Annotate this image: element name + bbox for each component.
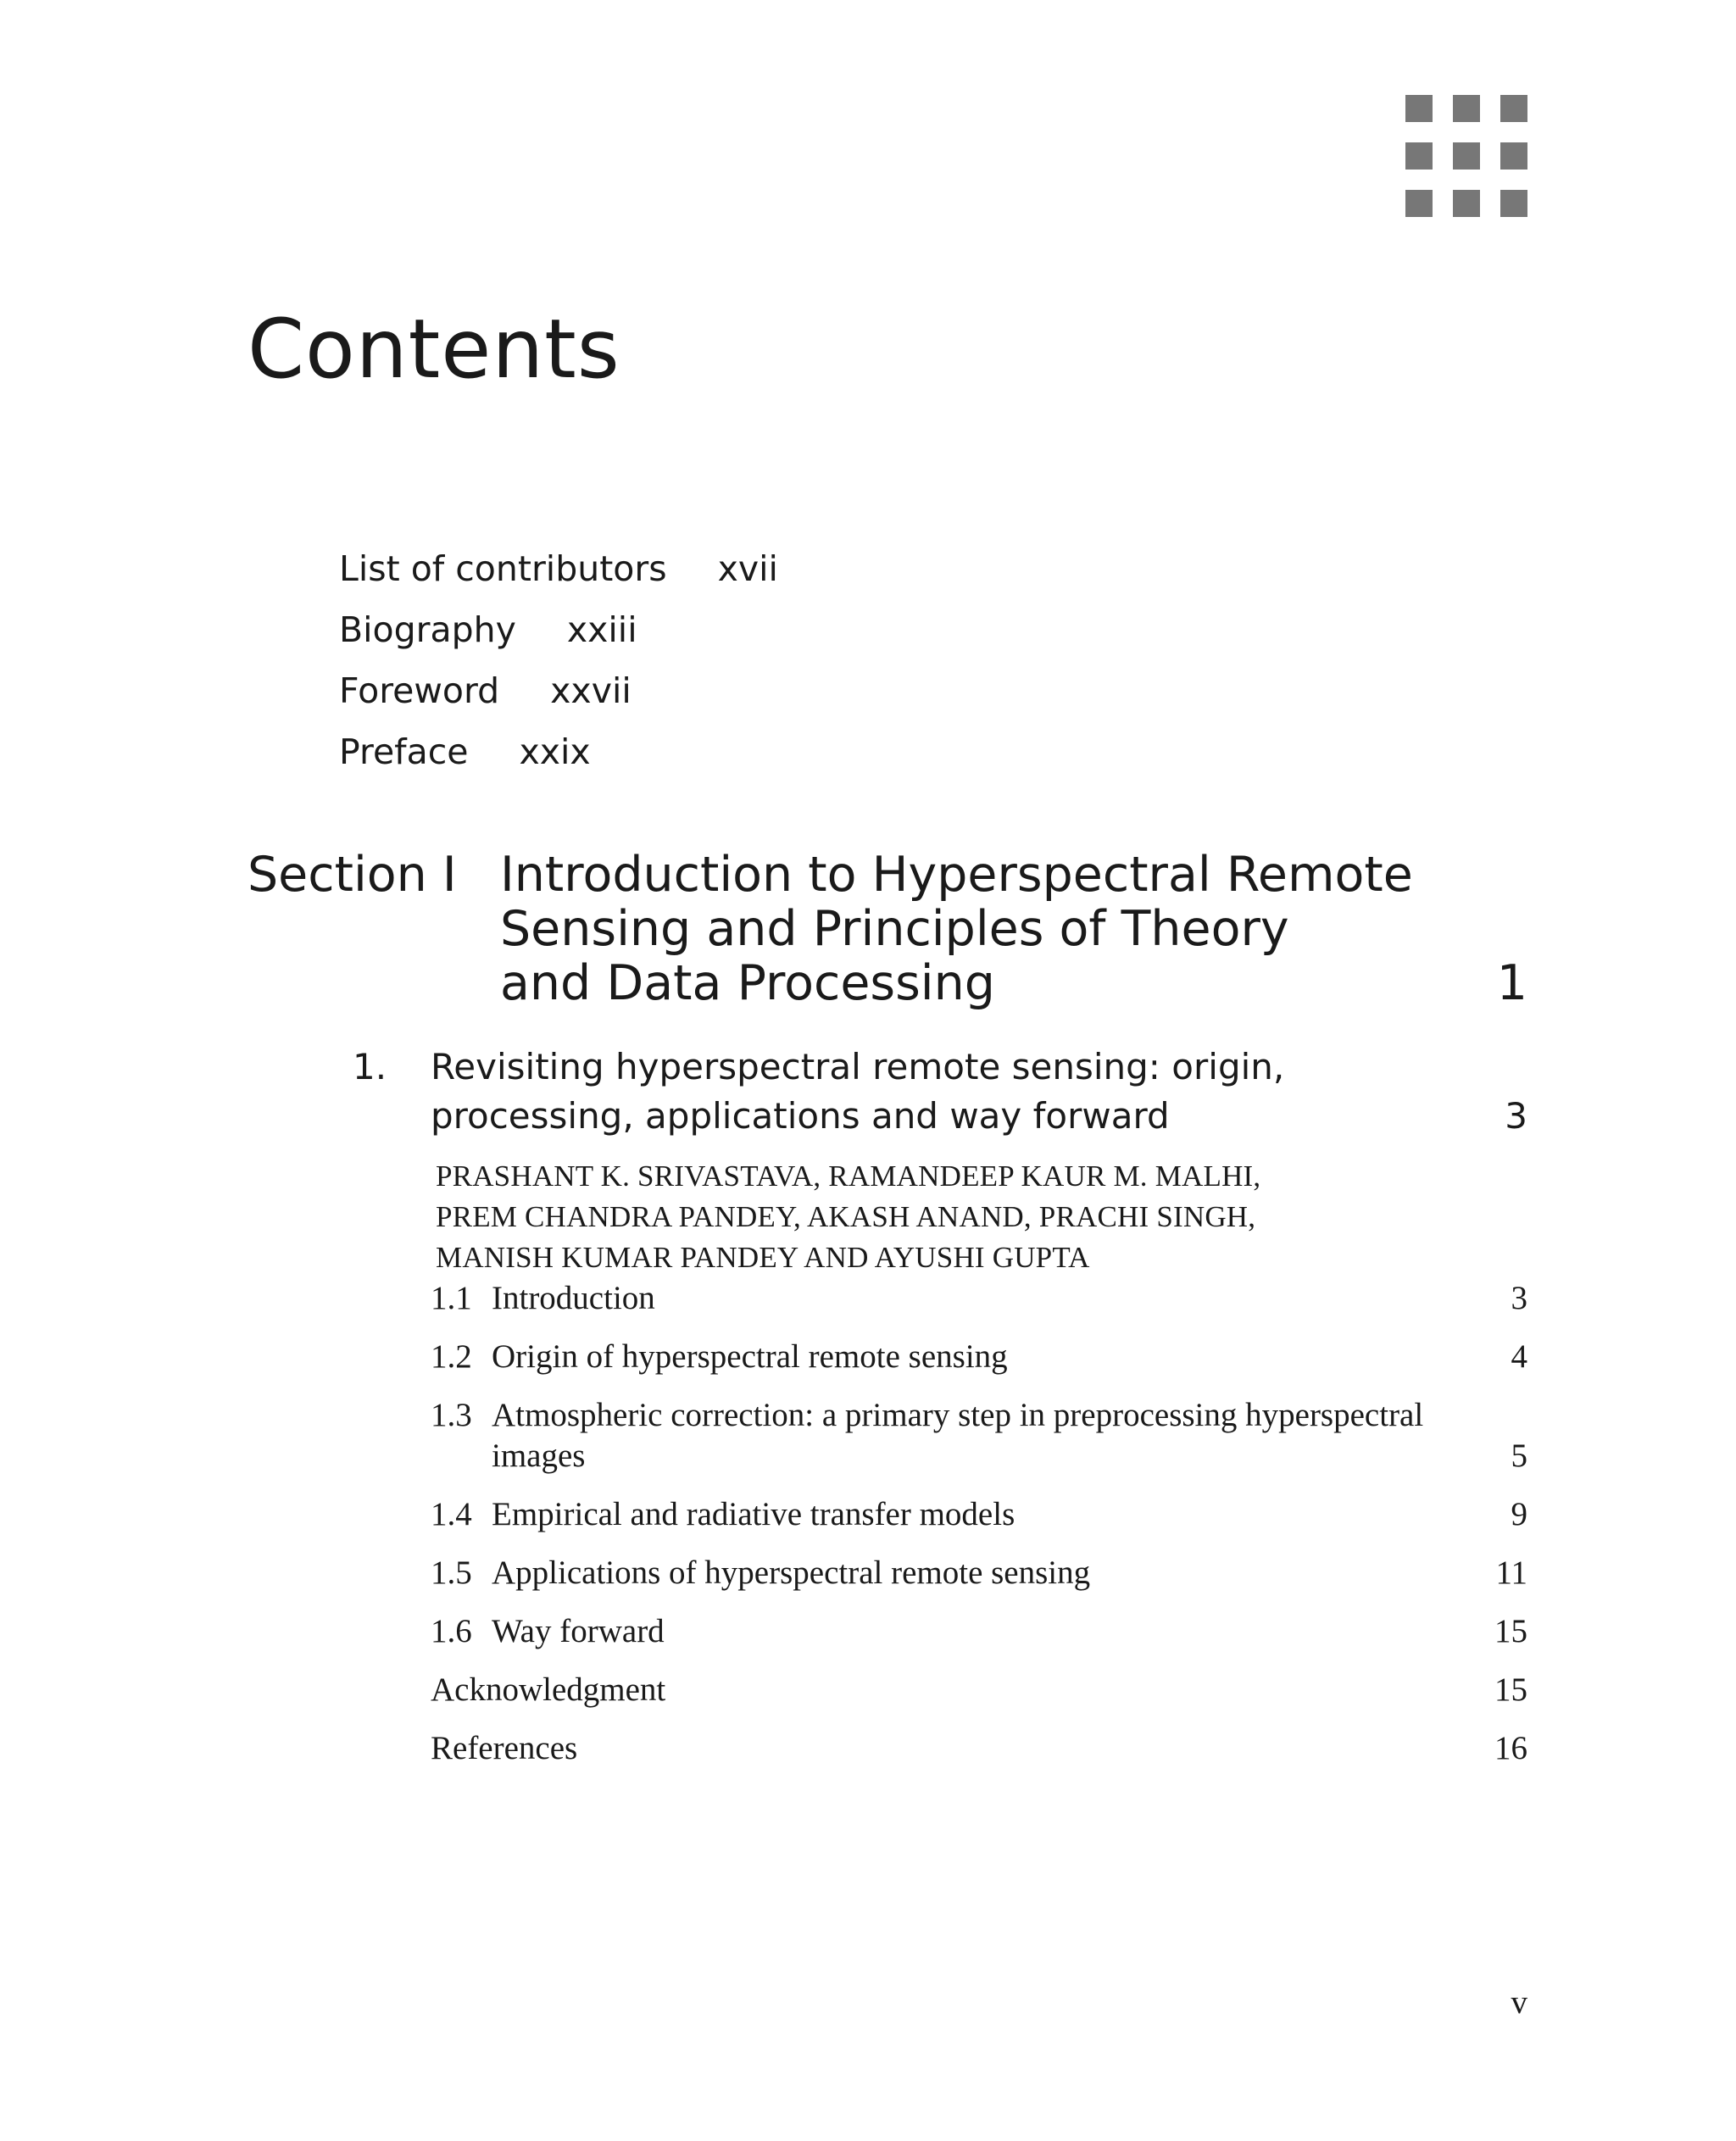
toc-entry-title: Way forward — [492, 1613, 665, 1649]
toc-entry-page: 15 — [1494, 1671, 1527, 1708]
toc-entry-page: 11 — [1495, 1554, 1527, 1591]
front-matter-label: Preface — [339, 731, 469, 772]
authors-line: PRASHANT K. SRIVASTAVA, RAMANDEEP KAUR M. MALHI, — [436, 1159, 1261, 1193]
toc-entry[interactable] — [431, 1337, 1527, 1377]
toc-entry-title: Applications of hyperspectral remote sensing — [492, 1554, 1091, 1591]
chapter-page: 3 — [1505, 1095, 1527, 1137]
front-matter-label: Foreword — [339, 670, 500, 711]
front-matter-item[interactable] — [339, 608, 778, 669]
front-matter-page: xxix — [519, 731, 591, 772]
toc-entry[interactable] — [431, 1395, 1527, 1476]
toc-entry[interactable] — [431, 1494, 1527, 1535]
toc-entry-page: 3 — [1511, 1280, 1527, 1316]
front-matter-page: xvii — [717, 548, 778, 589]
toc-entry-title: Origin of hyperspectral remote sensing — [492, 1338, 1008, 1375]
page-title: Contents — [248, 302, 620, 398]
toc-entry-page: 16 — [1494, 1730, 1527, 1766]
chapter-title-line: Revisiting hyperspectral remote sensing: origin, — [431, 1046, 1285, 1087]
section-title-line: and Data Processing — [500, 955, 995, 1011]
toc-entry-title: Empirical and radiative transfer models — [492, 1496, 1015, 1532]
grid-square — [1500, 95, 1527, 122]
front-matter-page: xxiii — [566, 609, 637, 650]
authors-line: MANISH KUMAR PANDEY AND AYUSHI GUPTA — [436, 1241, 1090, 1274]
toc-entry[interactable] — [431, 1670, 1527, 1710]
chapter-title-line: processing, applications and way forward — [431, 1095, 1170, 1137]
front-matter-item[interactable] — [339, 547, 778, 608]
toc-entry-page: 15 — [1494, 1613, 1527, 1649]
front-matter-item[interactable] — [339, 730, 778, 791]
toc-entry-page: 4 — [1511, 1338, 1527, 1375]
grid-square — [1405, 142, 1433, 170]
subsection-list — [431, 1278, 1527, 1787]
toc-entry-number: 1.4 — [431, 1496, 472, 1532]
toc-entry-title: Atmospheric correction: a primary step in preprocessing hyperspectral images — [492, 1397, 1424, 1474]
toc-entry-title: References — [431, 1730, 578, 1766]
grid-square — [1500, 190, 1527, 217]
section-title-line: Sensing and Principles of Theory — [500, 901, 1289, 957]
toc-entry-number: 1.6 — [431, 1613, 472, 1649]
toc-entry-number: 1.5 — [431, 1554, 472, 1591]
toc-entry-title: Acknowledgment — [431, 1671, 666, 1708]
toc-entry[interactable] — [431, 1611, 1527, 1652]
authors-line: PREM CHANDRA PANDEY, AKASH ANAND, PRACHI SINGH, — [436, 1200, 1256, 1233]
toc-entry-page: 5 — [1511, 1438, 1527, 1474]
section-label: Section I — [248, 847, 457, 903]
grid-square — [1405, 190, 1433, 217]
toc-entry-number: 1.3 — [431, 1397, 472, 1433]
page-number: v — [1511, 1984, 1527, 2021]
front-matter-label: List of contributors — [339, 548, 667, 589]
grid-square — [1453, 190, 1480, 217]
grid-ornament-icon — [1405, 95, 1527, 217]
grid-square — [1453, 95, 1480, 122]
toc-entry[interactable] — [431, 1278, 1527, 1319]
section-title-line: Introduction to Hyperspectral Remote — [500, 847, 1413, 903]
chapter-number: 1. — [353, 1046, 387, 1087]
grid-square — [1500, 142, 1527, 170]
front-matter-page: xxvii — [550, 670, 632, 711]
toc-entry[interactable] — [431, 1553, 1527, 1593]
grid-square — [1405, 95, 1433, 122]
toc-entry-number: 1.1 — [431, 1280, 472, 1316]
chapter-title — [431, 1043, 1284, 1141]
chapter-authors — [436, 1156, 1260, 1278]
section-title — [500, 848, 1413, 1010]
front-matter-list — [339, 547, 778, 791]
front-matter-item[interactable] — [339, 669, 778, 730]
grid-square — [1453, 142, 1480, 170]
front-matter-label: Biography — [339, 609, 516, 650]
toc-entry[interactable] — [431, 1728, 1527, 1769]
section-page: 1 — [1496, 955, 1527, 1011]
toc-entry-number: 1.2 — [431, 1338, 472, 1375]
toc-entry-page: 9 — [1511, 1496, 1527, 1532]
toc-entry-title: Introduction — [492, 1280, 655, 1316]
